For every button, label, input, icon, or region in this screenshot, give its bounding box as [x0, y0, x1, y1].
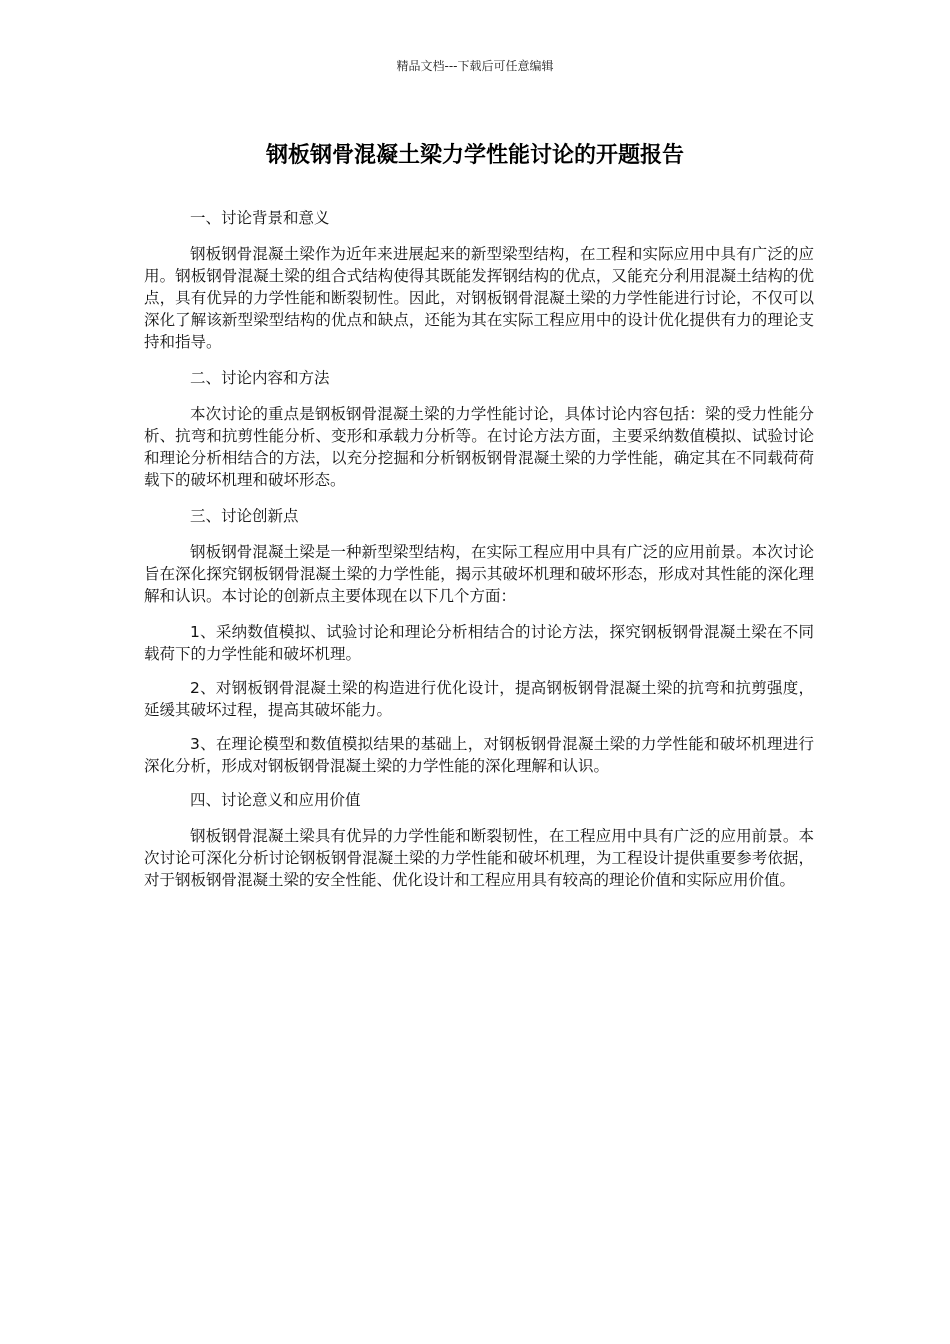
paragraph: 钢板钢骨混凝土梁具有优异的力学性能和断裂韧性，在工程应用中具有广泛的应用前景。本次讨论可深化分析讨论钢板钢骨混凝土梁的力学性能和破坏机理，为工程设计提供重要参考依据，对于钢板钢骨混凝土梁的安全性能、优化设计和工程应用具有较高的理论价值和实际应用价值。 [144, 827, 814, 889]
page-header: 精品文档---下载后可任意编辑 [396, 59, 554, 73]
paragraph: 钢板钢骨混凝土梁作为近年来进展起来的新型梁型结构，在工程和实际应用中具有广泛的应用。钢板钢骨混凝土梁的组合式结构使得其既能发挥钢结构的优点，又能充分利用混凝土结构的优点，具有优异的力学性能和断裂韧性。因此，对钢板钢骨混凝土梁的力学性能进行讨论，不仅可以深化了解该新型梁型结构的优点和缺点，还能为其在实际工程应用中的设计优化提供有力的理论支持和指导。 [144, 245, 814, 351]
document-title: 钢板钢骨混凝土梁力学性能讨论的开题报告 [265, 143, 684, 168]
list-item: 3、在理论模型和数值模拟结果的基础上，对钢板钢骨混凝土梁的力学性能和破坏机理进行深化分析，形成对钢板钢骨混凝土梁的力学性能的深化理解和认识。 [144, 735, 814, 775]
section-heading: 三、讨论创新点 [190, 507, 299, 525]
list-item: 1、采纳数值模拟、试验讨论和理论分析相结合的讨论方法，探究钢板钢骨混凝土梁在不同载荷下的力学性能和破坏机理。 [144, 623, 814, 663]
section-significance [144, 789, 814, 891]
section-background [144, 207, 814, 353]
section-heading: 四、讨论意义和应用价值 [190, 791, 361, 809]
paragraph: 钢板钢骨混凝土梁是一种新型梁型结构，在实际工程应用中具有广泛的应用前景。本次讨论旨在深化探究钢板钢骨混凝土梁的力学性能，揭示其破坏机理和破坏形态，形成对其性能的深化理解和认识。本讨论的创新点主要体现在以下几个方面： [144, 543, 814, 605]
section-heading: 一、讨论背景和意义 [190, 209, 330, 227]
section-innovations [144, 505, 814, 777]
section-heading: 二、讨论内容和方法 [190, 369, 330, 387]
list-item: 2、对钢板钢骨混凝土梁的构造进行优化设计，提高钢板钢骨混凝土梁的抗弯和抗剪强度，延缓其破坏过程，提高其破坏能力。 [144, 679, 814, 719]
document-body [144, 207, 814, 905]
section-content-methods [144, 367, 814, 491]
paragraph: 本次讨论的重点是钢板钢骨混凝土梁的力学性能讨论，具体讨论内容包括：梁的受力性能分析、抗弯和抗剪性能分析、变形和承载力分析等。在讨论方法方面，主要采纳数值模拟、试验讨论和理论分析相结合的方法，以充分挖掘和分析钢板钢骨混凝土梁的力学性能，确定其在不同载荷荷载下的破坏机理和破坏形态。 [144, 405, 814, 489]
